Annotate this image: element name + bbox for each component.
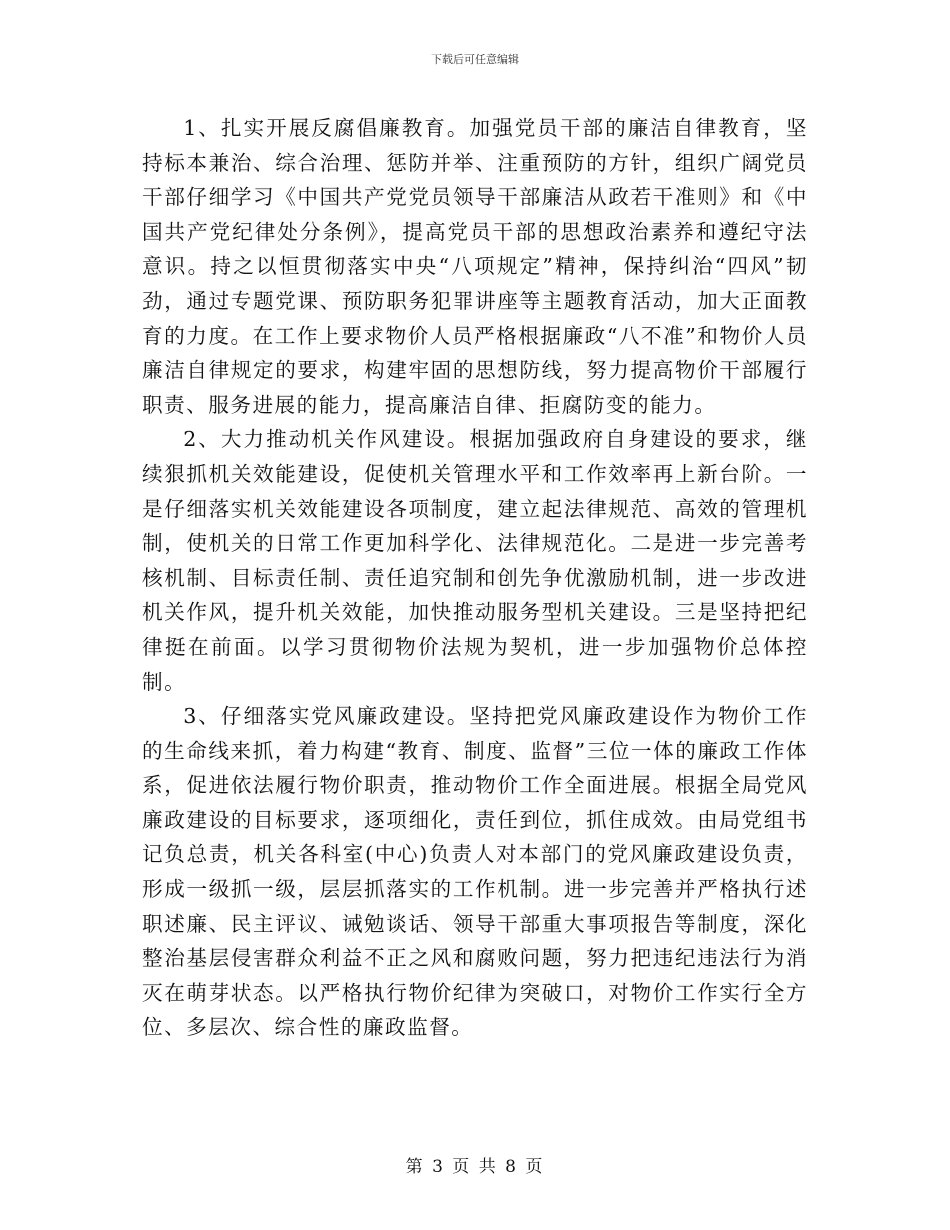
document-body xyxy=(142,111,808,1045)
paragraph-party-conduct-construction: 3、仔细落实党风廉政建设。坚持把党风廉政建设作为物价工作的生命线来抓，着力构建“教育、制度、监督”三位一体的廉政工作体系，促进依法履行物价职责，推动物价工作全面进展。根据全局党风廉政建设的目标要求，逐项细化，责任到位，抓住成效。由局党组书记负总责，机关各科室(中心)负责人对本部门的党风廉政建设负责，形成一级抓一级，层层抓落实的工作机制。进一步完善并严格执行述职述廉、民主评议、诫勉谈话、领导干部重大事项报告等制度，深化整治基层侵害群众利益不正之风和腐败问题，努力把违纪违法行为消灭在萌芽状态。以严格执行物价纪律为突破口，对物价工作实行全方位、多层次、综合性的廉政监督。 xyxy=(142,704,808,1040)
page-header: 下载后可任意编辑 xyxy=(431,53,519,66)
paragraph-anti-corruption-education: 1、扎实开展反腐倡廉教育。加强党员干部的廉洁自律教育，坚持标本兼治、综合治理、惩防并举、注重预防的方针，组织广阔党员干部仔细学习《中国共产党党员领导干部廉洁从政若干准则》和《中国共产党纪律处分条例》，提高党员干部的思想政治素养和遵纪守法意识。持之以恒贯彻落实中央“八项规定”精神，保持纠治“四风”韧劲，通过专题党课、预防职务犯罪讲座等主题教育活动，加大正面教育的力度。在工作上要求物价人员严格根据廉政“八不准”和物价人员廉洁自律规定的要求，构建牢固的思想防线，努力提高物价干部履行职责、服务进展的能力，提高廉洁自律、拒腐防变的能力。 xyxy=(142,116,808,417)
page-number-footer: 第 3 页 共 8 页 xyxy=(405,1157,545,1177)
paragraph-work-style-construction: 2、大力推动机关作风建设。根据加强政府自身建设的要求，继续狠抓机关效能建设，促使机关管理水平和工作效率再上新台阶。一是仔细落实机关效能建设各项制度，建立起法律规范、高效的管理机制，使机关的日常工作更加科学化、法律规范化。二是进一步完善考核机制、目标责任制、责任追究制和创先争优激励机制，进一步改进机关作风，提升机关效能，加快推动服务型机关建设。三是坚持把纪律挺在前面。以学习贯彻物价法规为契机，进一步加强物价总体控制。 xyxy=(142,427,808,694)
